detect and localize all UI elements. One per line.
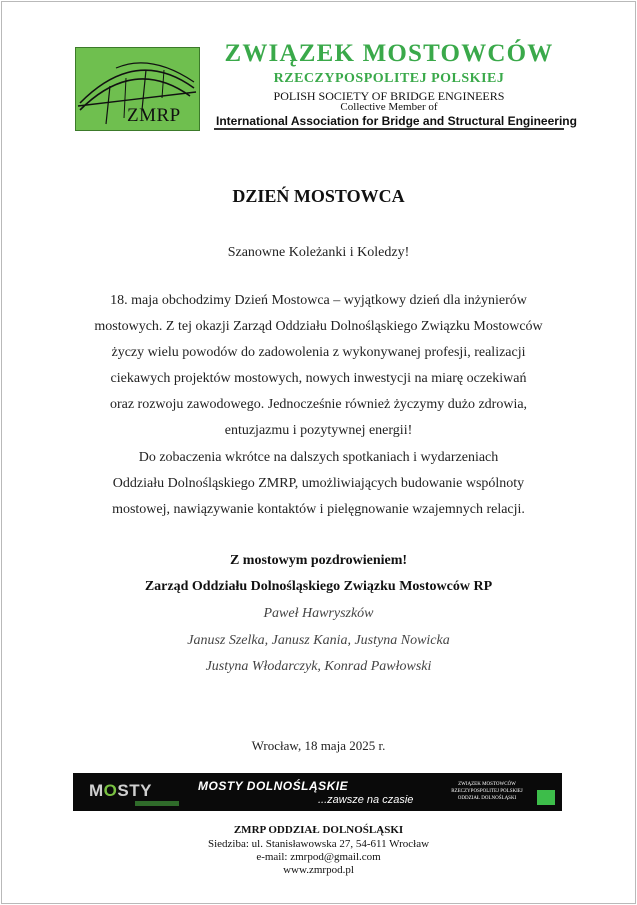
- closing: Z mostowym pozdrowieniem!: [229, 553, 408, 568]
- mosty-logo-bar: [135, 801, 179, 806]
- footer-address: Siedziba: ul. Stanisławowska 27, 54-611 Wrocław: [207, 838, 430, 850]
- header-divider: [214, 128, 564, 130]
- body-line: życzy wielu powodów do zadowolenia z wykonywanej profesji, realizacji: [111, 345, 526, 360]
- banner-green-mark-icon: [537, 790, 555, 805]
- banner-tagline: ...zawsze na czasie: [318, 794, 414, 806]
- body-line: entuzjazmu i pozytywnej energii!: [224, 423, 413, 438]
- body-line: Oddziału Dolnośląskiego ZMRP, umożliwiających budowanie wspólnoty: [112, 476, 525, 491]
- logo-text: ZMRP: [127, 105, 181, 126]
- collective-member: Collective Member of: [340, 101, 438, 113]
- footer-email[interactable]: e-mail: zmrpod@gmail.com: [256, 851, 381, 863]
- body-line: mostowej, nawiązywanie kontaktów i pielęgnowanie wzajemnych relacji.: [112, 502, 525, 517]
- footer-website[interactable]: www.zmrpod.pl: [283, 864, 354, 876]
- signature-line: Janusz Szelka, Janusz Kania, Justyna Nowicka: [187, 633, 450, 648]
- org-subname: RZECZYPOSPOLITEJ POLSKIEJ: [273, 71, 505, 86]
- signature-line: Justyna Włodarczyk, Konrad Pawłowski: [205, 659, 432, 674]
- zmrp-logo: [75, 47, 200, 131]
- banner-title: MOSTY DOLNOŚLĄSKIE: [198, 779, 349, 793]
- body-line: 18. maja obchodzimy Dzień Mostowca – wyjątkowy dzień dla inżynierów: [110, 293, 527, 308]
- banner-org: ZWIĄZEK MOSTOWCÓW RZECZYPOSPOLITEJ POLSKIEJ ODDZIAŁ DOLNOŚLĄSKI: [451, 782, 523, 801]
- english-name: POLISH SOCIETY OF BRIDGE ENGINEERS: [273, 89, 505, 103]
- org-name: ZWIĄZEK MOSTOWCÓW: [224, 40, 554, 67]
- body-line: mostowych. Z tej okazji Zarząd Oddziału Dolnośląskiego Związku Mostowców: [94, 319, 543, 334]
- body-line: oraz rozwoju zawodowego. Jednocześnie również życzymy dużo zdrowia,: [109, 397, 528, 412]
- body-line: Do zobaczenia wkrótce na dalszych spotkaniach i wydarzeniach: [138, 450, 499, 465]
- signature-line: Paweł Hawryszków: [263, 606, 374, 621]
- board-name: Zarząd Oddziału Dolnośląskiego Związku Mostowców RP: [144, 579, 493, 594]
- iabse-name: International Association for Bridge and Structural Engineering: [216, 114, 577, 128]
- place-date: Wrocław, 18 maja 2025 r.: [251, 738, 386, 753]
- greeting: Szanowne Koleżanki i Koledzy!: [227, 245, 410, 260]
- mosty-banner: [73, 773, 562, 811]
- page-title: DZIEŃ MOSTOWCA: [232, 186, 405, 206]
- mosty-logo: MOSTY: [89, 781, 152, 800]
- footer-org: ZMRP ODDZIAŁ DOLNOŚLĄSKI: [233, 824, 404, 836]
- body-line: ciekawych projektów mostowych, nowych inwestycji na miarę oczekiwań: [110, 371, 527, 386]
